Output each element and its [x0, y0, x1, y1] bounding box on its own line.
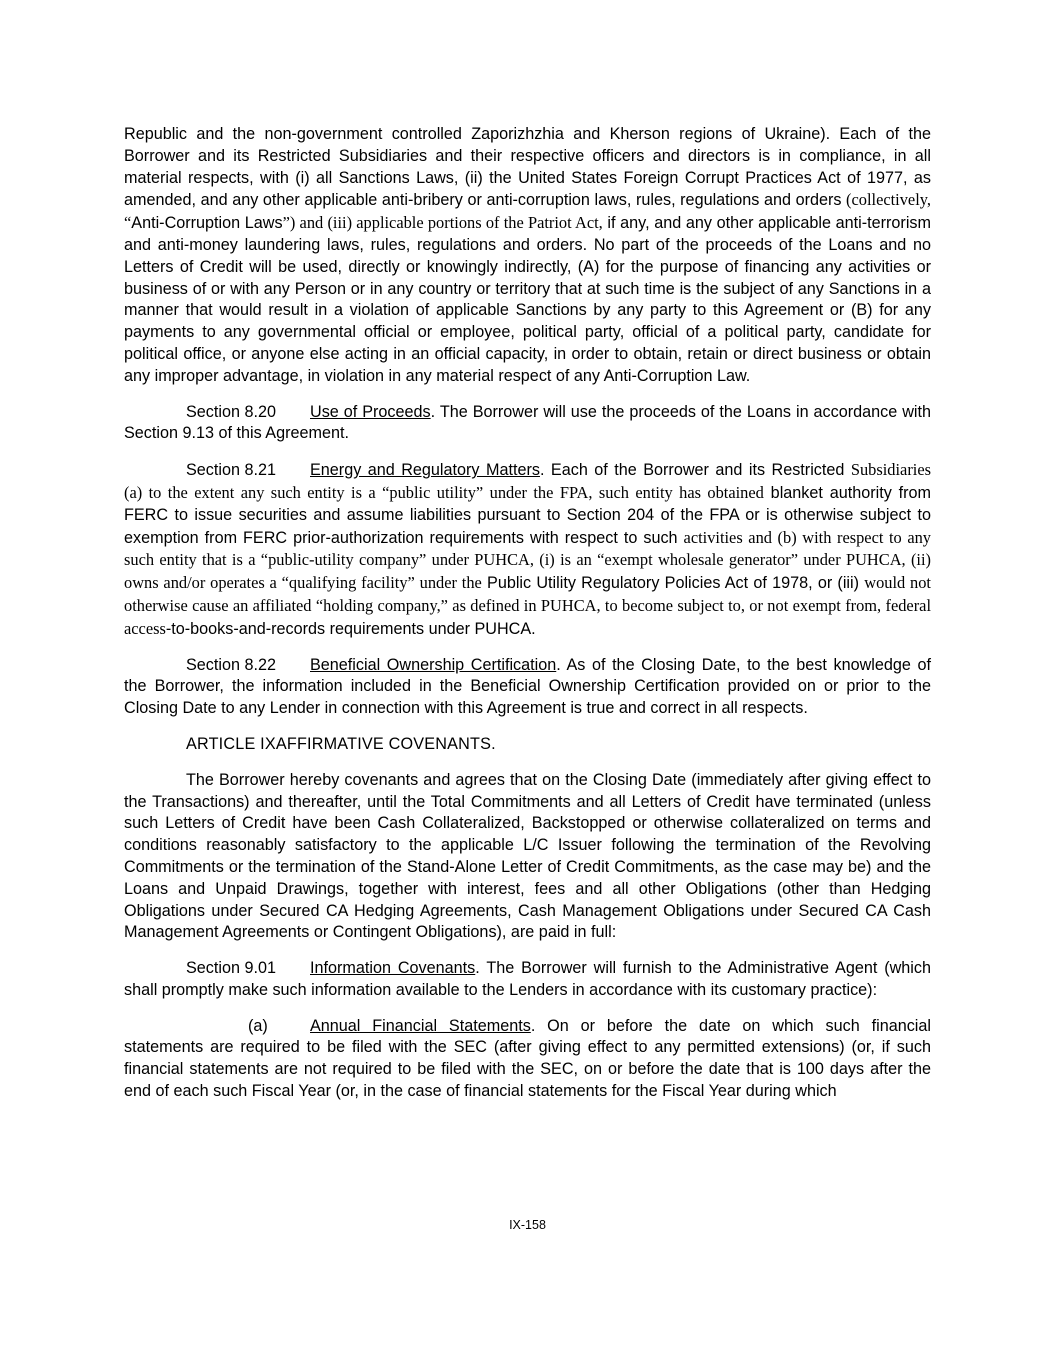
section-body: Subsidiaries (a) to the extent any such entity is a “public utility” under the FPA, such entity has obtained	[124, 460, 931, 502]
document-page	[124, 124, 931, 1117]
section-body: . The Borrower will furnish to the Administrative Agent (which shall promptly make such information available to the Lenders in accordance with its customary practice):	[124, 959, 931, 999]
section-8-21	[124, 459, 931, 640]
section-8-20	[124, 402, 931, 446]
section-heading: Information Covenants	[310, 959, 476, 978]
section-body: would not otherwise cause an affiliated “holding company,” as defined in PUHCA, to become subject to, or not exempt from, federal access	[124, 573, 931, 638]
page-number: IX-158	[509, 1218, 546, 1232]
section-body: -to-books-and-records requirements under PUHCA.	[165, 619, 536, 638]
section-8-22	[124, 655, 931, 720]
paragraph-text: Republic and the non-government controlled Zaporizhzhia and Kherson regions of Ukraine). Each of the Borrower and its Restricted Subsidiaries and their respective officers and directors is in compliance, in all material respects, with (i) all Sanctions Laws, (ii) the United States Foreign Corrupt Practices Act of 1977, as amended, and any other applicable anti-bribery or anti-corruption laws, rules, regulations and orders	[124, 125, 931, 210]
paragraph-text: if any, and any other applicable anti-terrorism and anti-money laundering laws, rules, regulations and orders. No part of the proceeds of the Loans and no Letters of Credit will be used, directly or knowingly indirectly, (A) for the purpose of financing any activities or business of or with any Person or in any country or territory that at such time is the subject of any Sanctions in a manner that would result in a violation of applicable Sanctions by any party to this Agreement or (B) for any payments to any governmental official or employee, political party, official of a political party, candidate for political office, or anyone else acting in an official capacity, in order to obtain, retain or direct business or obtain any improper advantage, in violation in any material respect of any Anti-Corruption Law.	[124, 214, 931, 385]
section-body: activities and (b) with respect to any such entity that is a “public-utility company” under PUHCA, (i) is an “exempt wholesale generator” under PUHCA, (ii) owns and/or operates a “qualifying facility” under the	[124, 527, 931, 593]
section-body: blanket authority from FERC to issue securities and assume liabilities pursuant to Section 204 of the FPA or is otherwise subject to exemption from FERC prior-authorization requirements with respect to such	[124, 483, 931, 547]
section-number: Section 9.01	[186, 959, 276, 978]
paragraph-text: ”) and (iii) applicable portions of the Patriot Act,	[282, 213, 603, 233]
subsection-body: . On or before the date on which such financial statements are required to be filed with the SEC (after giving effect to any permitted extensions) (or, if such financial statements are not required to be filed with the SEC, on or before the date that is 100 days after the end of each such Fiscal Year (or, in the case of financial statements for the Fiscal Year during which	[124, 1016, 932, 1101]
article-title: ARTICLE IXAFFIRMATIVE COVENANTS.	[186, 734, 496, 753]
section-9-01	[124, 958, 931, 1002]
subsection-label: (a)	[248, 1016, 268, 1035]
defined-term: Anti-Corruption Laws	[131, 214, 283, 233]
section-number: Section 8.20	[186, 402, 276, 421]
section-number: Section 8.21	[186, 461, 276, 480]
section-body: . As of the Closing Date, to the best knowledge of the Borrower, the information included in the Beneficial Ownership Certification provided on or prior to the Closing Date to any Lender in connection with this Agreement is true and correct in all respects.	[124, 655, 931, 718]
section-body: Public Utility Regulatory Policies Act of 1978, or (iii)	[481, 574, 865, 593]
subsection-a	[124, 1016, 931, 1103]
sanctions-continuation-paragraph	[124, 124, 931, 388]
section-body: . Each of the Borrower and its Restricted	[539, 461, 851, 480]
section-heading: Use of Proceeds	[310, 402, 431, 421]
paragraph-text: (collectively, “	[124, 190, 931, 233]
covenants-intro-paragraph: The Borrower hereby covenants and agrees that on the Closing Date (immediately after giving effect to the Transactions) and thereafter, until the Total Commitments and all Letters of Credit have terminated (unless such Letters of Credit have been Cash Collateralized, Backstopped or otherwise collateralized on terms and conditions reasonably satisfactory to the applicable L/C Issuer following the termination of the Revolving Commitments or the termination of the Stand-Alone Letter of Credit Commitments, as the case may be) and the Loans and Unpaid Drawings, together with interest, fees and all other Obligations (other than Hedging Obligations under Secured CA Hedging Agreements, Cash Management Obligations under Secured CA Cash Management Agreements or Contingent Obligations), are paid in full:	[124, 770, 931, 942]
section-number: Section 8.22	[186, 655, 276, 674]
section-heading: Beneficial Ownership Certification	[310, 655, 557, 674]
section-body: . The Borrower will use the proceeds of the Loans in accordance with Section 9.13 of this Agreement.	[124, 402, 932, 443]
section-heading: Energy and Regulatory Matters	[310, 461, 540, 480]
subsection-heading: Annual Financial Statements	[310, 1016, 531, 1035]
